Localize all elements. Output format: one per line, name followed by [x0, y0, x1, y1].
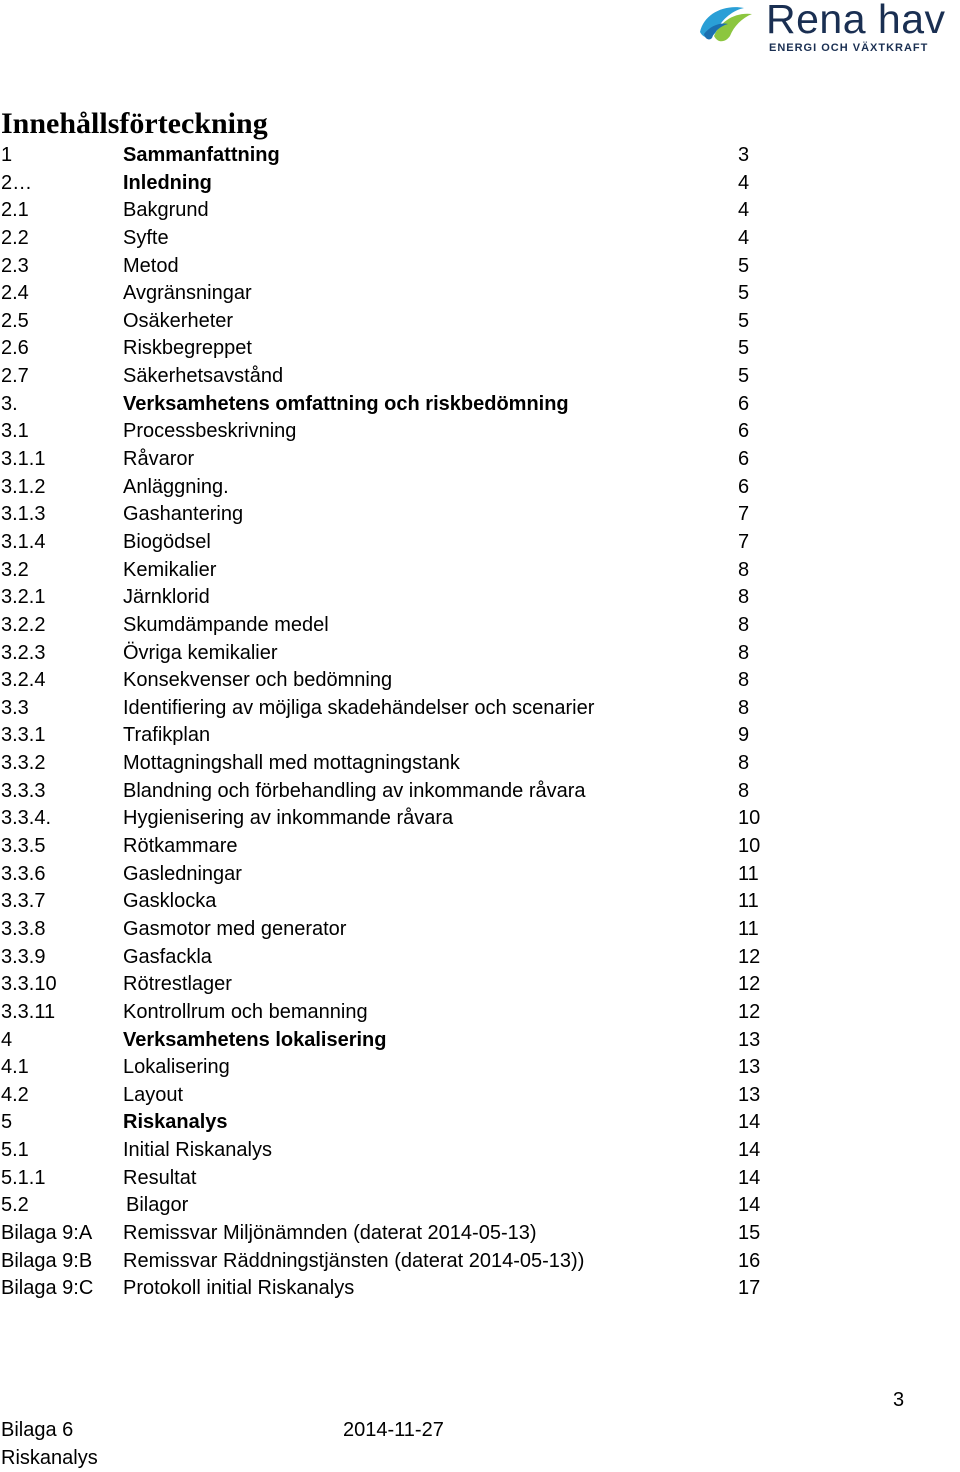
toc-entry-label: Gasfackla — [123, 945, 212, 968]
toc-entry-page: 5 — [738, 309, 750, 332]
toc-entry-label: Trafikplan — [123, 724, 211, 747]
toc-entry-page: 11 — [738, 890, 759, 913]
toc-entry[interactable] — [0, 280, 780, 308]
toc-entry[interactable] — [0, 888, 780, 916]
toc-entry-number: 2.5 — [1, 309, 29, 332]
toc-entry-label: Biogödsel — [123, 530, 211, 553]
toc-entry-page: 14 — [738, 1194, 761, 1217]
toc-entry-number: 2.2 — [1, 226, 29, 249]
toc-entry-number: 4 — [1, 1028, 13, 1051]
toc-entry-page: 5 — [738, 337, 750, 360]
toc-entry-page: 12 — [738, 945, 761, 968]
toc-entry-label: Råvaror — [123, 448, 195, 471]
toc-entry[interactable] — [0, 225, 780, 253]
toc-entry-label: Initial Riskanalys — [123, 1139, 272, 1162]
toc-entry-label: Gasledningar — [123, 862, 242, 885]
toc-entry-page: 6 — [738, 392, 750, 415]
toc-entry-label: Kontrollrum och bemanning — [123, 1000, 368, 1023]
toc-entry-page: 4 — [738, 226, 750, 249]
toc-entry-label: Skumdämpande medel — [123, 613, 329, 636]
toc-entry[interactable] — [0, 418, 780, 446]
toc-entry-label: Riskanalys — [123, 1111, 228, 1134]
toc-entry[interactable] — [0, 474, 780, 502]
toc-entry-page: 5 — [738, 282, 750, 305]
toc-entry-number: 5.2 — [1, 1194, 29, 1217]
toc-entry[interactable] — [0, 916, 780, 944]
toc-entry-label: Avgränsningar — [123, 282, 252, 305]
toc-entry-label: Identifiering av möjliga skadehändelser och scenarier — [123, 696, 595, 719]
toc-entry-number: 2.1 — [1, 199, 29, 222]
toc-entry-number: 3.2.1 — [1, 586, 46, 609]
toc-entry[interactable] — [0, 557, 780, 585]
toc-entry-label: Anläggning. — [123, 475, 229, 498]
footer-page-number: 3 — [893, 1389, 905, 1411]
toc-entry-number: 3.3.2 — [1, 752, 46, 775]
toc-entry[interactable] — [0, 391, 780, 419]
toc-entry-number: 3.1.2 — [1, 475, 46, 498]
toc-entry-label: Riskbegreppet — [123, 337, 252, 360]
toc-entry-label: Layout — [123, 1083, 184, 1106]
toc-entry-number: 2.7 — [1, 365, 29, 388]
toc-entry-label: Konsekvenser och bedömning — [123, 669, 393, 692]
toc-entry-number: 3.2.4 — [1, 669, 46, 692]
toc-entry-label: Mottagningshall med mottagningstank — [123, 752, 460, 775]
toc-entry-label: Remissvar Miljönämnden (daterat 2014-05-13) — [123, 1221, 537, 1244]
toc-entry-label: Övriga kemikalier — [123, 641, 278, 664]
toc-entry-page: 10 — [738, 835, 761, 858]
toc-entry[interactable] — [0, 335, 780, 363]
toc-entry-label: Verksamhetens lokalisering — [123, 1028, 387, 1051]
toc-entry-number: 5 — [1, 1111, 13, 1134]
toc-entry-label: Järnklorid — [123, 586, 210, 609]
toc-entry-page: 7 — [738, 530, 750, 553]
toc-entry-page: 8 — [738, 558, 750, 581]
toc-entry-number: 5.1.1 — [1, 1166, 46, 1189]
toc-entry-label: Bakgrund — [123, 199, 209, 222]
toc-entry[interactable] — [0, 944, 780, 972]
toc-entry-number: 4.2 — [1, 1083, 29, 1106]
toc-entry[interactable] — [0, 667, 780, 695]
toc-entry[interactable] — [0, 529, 780, 557]
toc-entry-label: Rötkammare — [123, 835, 238, 858]
toc-entry-page: 16 — [738, 1249, 761, 1272]
toc-entry[interactable] — [0, 253, 780, 281]
brand-tagline: ENERGI OCH VÄXTKRAFT — [769, 42, 929, 54]
toc-entry-number: 3.1.1 — [1, 448, 46, 471]
toc-entry-number: Bilaga 9:C — [1, 1277, 94, 1300]
toc-entry-page: 14 — [738, 1139, 761, 1162]
toc-entry-label: Blandning och förbehandling av inkommande råvara — [123, 779, 586, 802]
toc-entry[interactable] — [0, 170, 780, 198]
toc-entry-page: 7 — [738, 503, 750, 526]
toc-entry-number: 3.3.8 — [1, 917, 46, 940]
toc-entry-page: 6 — [738, 420, 750, 443]
footer-document-info — [1, 1416, 98, 1472]
toc-entry[interactable] — [0, 1109, 780, 1137]
toc-entry-page: 11 — [738, 862, 759, 885]
toc-entry-label: Syfte — [123, 226, 169, 249]
toc-entry[interactable] — [0, 308, 780, 336]
toc-entry-number: Bilaga 9:A — [1, 1221, 93, 1244]
toc-entry-page: 8 — [738, 752, 750, 775]
toc-entry-page: 4 — [738, 199, 750, 222]
toc-entry-page: 3 — [738, 144, 750, 166]
toc-entry-number: 2.6 — [1, 337, 29, 360]
toc-entry-label: Protokoll initial Riskanalys — [123, 1277, 355, 1300]
footer-document-title: Riskanalys — [1, 1447, 98, 1469]
toc-entry-label: Inledning — [123, 171, 212, 194]
toc-entry-label: Remissvar Räddningstjänsten (daterat 2014-05-13)) — [123, 1249, 585, 1272]
toc-entry[interactable] — [0, 1275, 780, 1303]
brand-logo — [694, 0, 960, 60]
toc-entry-label: Säkerhetsavstånd — [123, 365, 284, 388]
toc-title: Innehållsförteckning — [1, 107, 268, 140]
toc-entry-page: 5 — [738, 254, 750, 277]
toc-entry-page: 4 — [738, 171, 750, 194]
toc-entry-label: Osäkerheter — [123, 309, 234, 332]
toc-entry-number: 2… — [1, 171, 33, 194]
toc-entry-number: 4.1 — [1, 1056, 29, 1079]
toc-entry[interactable] — [0, 1165, 780, 1193]
toc-entry-page: 13 — [738, 1056, 761, 1079]
toc-entry[interactable] — [0, 584, 780, 612]
toc-entry[interactable] — [0, 695, 780, 723]
toc-entry-label: Gasklocka — [123, 890, 217, 913]
toc-entry[interactable] — [0, 142, 780, 170]
toc-entry-number: 3.3.7 — [1, 890, 46, 913]
toc-entry-number: 3.3.1 — [1, 724, 46, 747]
toc-entry[interactable] — [0, 1248, 780, 1276]
toc-entry[interactable] — [0, 971, 780, 999]
toc-entry-number: 3.2 — [1, 558, 29, 581]
toc-entry-label: Metod — [123, 254, 179, 277]
toc-entry-number: 3.3 — [1, 696, 29, 719]
brand-name: Rena hav — [766, 0, 946, 42]
toc-entry-label: Resultat — [123, 1166, 197, 1189]
toc-entry[interactable] — [0, 1082, 780, 1110]
toc-entry-label: Gasmotor med generator — [123, 917, 347, 940]
toc-entry-label: Kemikalier — [123, 558, 217, 581]
toc-entry-page: 10 — [738, 807, 761, 830]
toc-entry-page: 6 — [738, 475, 750, 498]
toc-entry-page: 8 — [738, 613, 750, 636]
toc-entry-number: 2.3 — [1, 254, 29, 277]
toc-entry-number: 3.3.4. — [1, 807, 52, 830]
toc-entry[interactable] — [0, 1054, 780, 1082]
toc-entry[interactable] — [0, 861, 780, 889]
toc-entry-page: 8 — [738, 669, 750, 692]
footer-date: 2014-11-27 — [343, 1419, 444, 1441]
toc-entry[interactable] — [0, 1137, 780, 1165]
toc-entry-number: Bilaga 9:B — [1, 1249, 93, 1272]
toc-entry[interactable] — [0, 999, 780, 1027]
toc-entry-number: 3.2.2 — [1, 613, 46, 636]
toc-entry-number: 1 — [1, 144, 13, 166]
toc-entry-page: 8 — [738, 779, 750, 802]
toc-entry[interactable] — [0, 778, 780, 806]
toc-entry-page: 9 — [738, 724, 750, 747]
toc-entry-number: 3.1.4 — [1, 530, 46, 553]
toc-entry[interactable] — [0, 1192, 780, 1220]
toc-entry-page: 8 — [738, 586, 750, 609]
toc-entry-page: 12 — [738, 1000, 761, 1023]
toc-entry[interactable] — [0, 501, 780, 529]
toc-entry[interactable] — [0, 363, 780, 391]
toc-entry[interactable] — [0, 805, 780, 833]
toc-entry-page: 8 — [738, 696, 750, 719]
toc-entry-page: 6 — [738, 448, 750, 471]
footer-attachment-label: Bilaga 6 — [1, 1419, 74, 1441]
toc-entry-page: 17 — [738, 1277, 761, 1300]
toc-entry-number: 3.1.3 — [1, 503, 46, 526]
toc-entry[interactable] — [0, 612, 780, 640]
toc-entry-number: 3.3.6 — [1, 862, 46, 885]
toc-entry[interactable] — [0, 1027, 780, 1055]
toc-entry[interactable] — [0, 833, 780, 861]
toc-list — [0, 142, 780, 1303]
toc-entry-label: Rötrestlager — [123, 973, 232, 996]
toc-entry-number: 3.1 — [1, 420, 29, 443]
toc-entry-number: 3.3.3 — [1, 779, 46, 802]
toc-entry-number: 3. — [1, 392, 18, 415]
toc-entry-number: 3.2.3 — [1, 641, 46, 664]
wave-logo-icon — [694, 2, 754, 44]
toc-entry-label: Lokalisering — [123, 1056, 230, 1079]
toc-entry-page: 14 — [738, 1111, 761, 1134]
toc-entry-label: Bilagor — [126, 1194, 189, 1217]
toc-entry-number: 2.4 — [1, 282, 29, 305]
toc-entry-label: Sammanfattning — [123, 144, 280, 166]
toc-entry[interactable] — [0, 722, 780, 750]
toc-entry[interactable] — [0, 1220, 780, 1248]
toc-entry-number: 5.1 — [1, 1139, 29, 1162]
toc-entry[interactable] — [0, 640, 780, 668]
toc-entry-number: 3.3.11 — [1, 1000, 56, 1023]
toc-entry-label: Hygienisering av inkommande råvara — [123, 807, 454, 830]
toc-entry-page: 14 — [738, 1166, 761, 1189]
toc-entry-label: Processbeskrivning — [123, 420, 297, 443]
toc-entry-page: 8 — [738, 641, 750, 664]
toc-entry[interactable] — [0, 197, 780, 225]
toc-entry-page: 5 — [738, 365, 750, 388]
toc-entry[interactable] — [0, 750, 780, 778]
toc-entry-label: Verksamhetens omfattning och riskbedömning — [123, 392, 569, 415]
toc-entry-label: Gashantering — [123, 503, 244, 526]
toc-entry-number: 3.3.9 — [1, 945, 46, 968]
toc-entry-page: 13 — [738, 1083, 761, 1106]
toc-entry-page: 11 — [738, 917, 759, 940]
toc-entry-number: 3.3.10 — [1, 973, 57, 996]
toc-entry-number: 3.3.5 — [1, 835, 46, 858]
toc-entry-page: 12 — [738, 973, 761, 996]
toc-entry-page: 15 — [738, 1221, 761, 1244]
toc-entry-page: 13 — [738, 1028, 761, 1051]
toc-entry[interactable] — [0, 446, 780, 474]
